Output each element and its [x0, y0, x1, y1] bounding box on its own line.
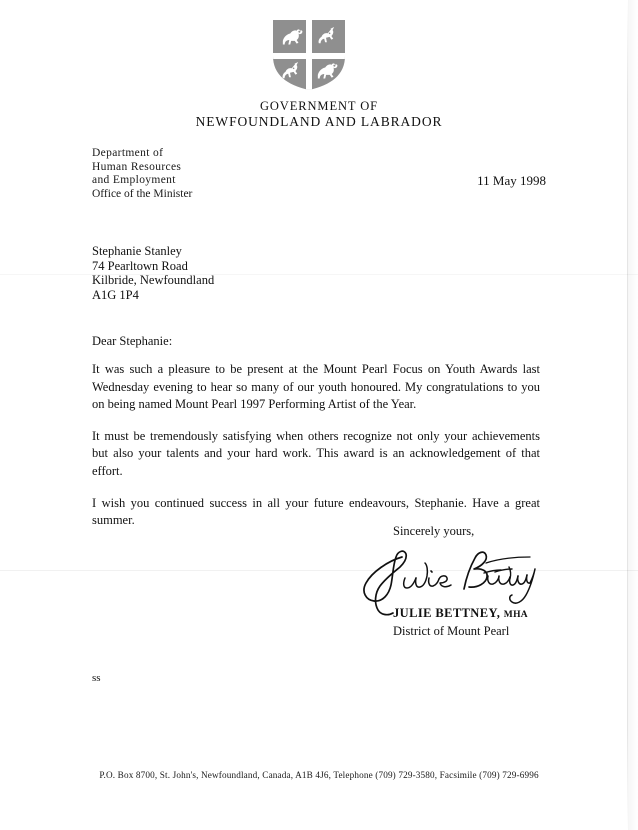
signer-post-nominal: MHA — [503, 610, 528, 620]
letter-date: 11 May 1998 — [477, 173, 546, 188]
coat-of-arms-icon — [273, 20, 345, 90]
government-line-2: NEWFOUNDLAND AND LABRADOR — [195, 114, 443, 129]
department-line-2: Human Resources — [92, 160, 182, 173]
letterhead-footer: P.O. Box 8700, St. John's, Newfoundland, Canada, A1B 4J6, Telephone (709) 729-3580, Facsimile (709) 729-6996 — [99, 770, 539, 780]
department-line-1: Department of — [92, 147, 164, 159]
signer-name — [393, 606, 528, 624]
signer-name-text: JULIE BETTNEY, — [393, 606, 501, 620]
signature-block — [393, 606, 528, 639]
department-block — [92, 147, 192, 201]
department-line-4: Office of the Minister — [92, 187, 193, 200]
signer-riding: District of Mount Pearl — [393, 623, 510, 638]
scan-artifact-line — [0, 570, 638, 571]
typist-initials: ss — [92, 672, 101, 684]
body-paragraph-2: It must be tremendously satisfying when others recognize not only your achievements but also your talents and your hard work. This award is an acknowledgement of that effort. — [92, 428, 540, 478]
recipient-street: 74 Pearltown Road — [92, 258, 188, 273]
letter-body — [92, 361, 540, 530]
closing-salutation: Sincerely yours, — [393, 524, 475, 538]
recipient-name: Stephanie Stanley — [92, 244, 182, 258]
salutation: Dear Stephanie: — [92, 334, 173, 348]
department-line-3: and Employment — [92, 174, 176, 187]
recipient-postal-code: A1G 1P4 — [92, 287, 139, 302]
letterhead-heading — [0, 99, 638, 129]
body-paragraph-1: It was such a pleasure to be present at the Mount Pearl Focus on Youth Awards last Wednesday evening to hear so many of our youth honoured. My congratulations to you on being named Mount Pearl 1997 Performing Artist of the Year. — [92, 362, 540, 412]
recipient-city: Kilbride, Newfoundland — [92, 273, 215, 288]
recipient-address-block — [92, 244, 214, 302]
body-paragraph-3: I wish you continued success in all your future endeavours, Stephanie. Have a great summer. — [92, 495, 540, 528]
government-line-1: GOVERNMENT OF — [259, 99, 379, 113]
